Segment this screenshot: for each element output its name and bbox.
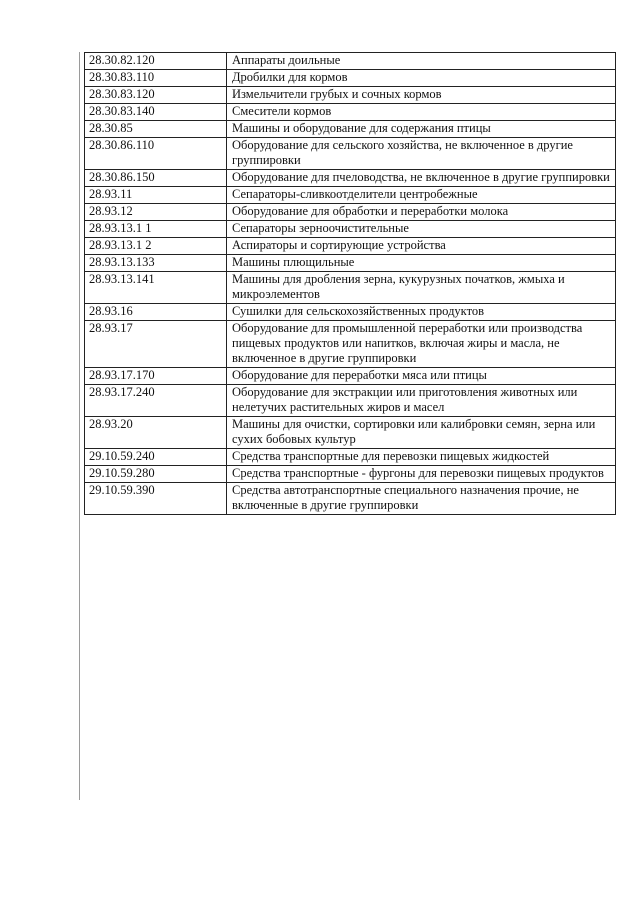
code-cell: 28.93.11	[85, 187, 227, 204]
table-row	[85, 187, 616, 204]
code-cell: 28.30.86.150	[85, 170, 227, 187]
page-scan-edge	[79, 52, 80, 800]
code-cell: 28.93.20	[85, 417, 227, 449]
table-row	[85, 104, 616, 121]
table-row	[85, 321, 616, 368]
description-cell: Смесители кормов	[227, 104, 616, 121]
table-row	[85, 87, 616, 104]
description-cell: Машины плющильные	[227, 255, 616, 272]
table-row	[85, 255, 616, 272]
description-cell: Машины для дробления зерна, кукурузных початков, жмыха и микроэлементов	[227, 272, 616, 304]
description-cell: Оборудование для обработки и переработки молока	[227, 204, 616, 221]
description-cell: Оборудование для пчеловодства, не включенное в другие группировки	[227, 170, 616, 187]
code-cell: 28.93.17	[85, 321, 227, 368]
table-row	[85, 304, 616, 321]
table-row	[85, 368, 616, 385]
description-cell: Оборудование для экстракции или приготовления животных или нелетучих растительных жиров и масел	[227, 385, 616, 417]
code-cell: 29.10.59.240	[85, 449, 227, 466]
code-cell: 28.93.13.1 2	[85, 238, 227, 255]
table-row	[85, 385, 616, 417]
code-cell: 28.93.12	[85, 204, 227, 221]
description-cell: Аспираторы и сортирующие устройства	[227, 238, 616, 255]
code-cell: 29.10.59.280	[85, 466, 227, 483]
table-row	[85, 70, 616, 87]
code-cell: 28.30.83.110	[85, 70, 227, 87]
table-row	[85, 53, 616, 70]
table-row	[85, 170, 616, 187]
code-cell: 28.30.86.110	[85, 138, 227, 170]
table-row	[85, 138, 616, 170]
table-row	[85, 204, 616, 221]
description-cell: Оборудование для сельского хозяйства, не включенное в другие группировки	[227, 138, 616, 170]
description-cell: Машины для очистки, сортировки или калибровки семян, зерна или сухих бобовых культур	[227, 417, 616, 449]
description-cell: Средства транспортные для перевозки пищевых жидкостей	[227, 449, 616, 466]
code-cell: 28.30.83.120	[85, 87, 227, 104]
description-cell: Дробилки для кормов	[227, 70, 616, 87]
description-cell: Машины и оборудование для содержания птицы	[227, 121, 616, 138]
code-cell: 29.10.59.390	[85, 483, 227, 515]
code-cell: 28.93.16	[85, 304, 227, 321]
description-cell: Средства автотранспортные специального назначения прочие, не включенные в другие группировки	[227, 483, 616, 515]
table-row	[85, 272, 616, 304]
description-cell: Сушилки для сельскохозяйственных продуктов	[227, 304, 616, 321]
code-cell: 28.30.82.120	[85, 53, 227, 70]
table-body	[85, 53, 616, 515]
table-row	[85, 238, 616, 255]
okpd-codes-table	[84, 52, 616, 515]
code-cell: 28.93.13.141	[85, 272, 227, 304]
description-cell: Измельчители грубых и сочных кормов	[227, 87, 616, 104]
description-cell: Оборудование для промышленной переработки или производства пищевых продуктов или напитков, включая жиры и масла, не включенное в другие группировки	[227, 321, 616, 368]
code-cell: 28.93.13.133	[85, 255, 227, 272]
code-cell: 28.93.13.1 1	[85, 221, 227, 238]
description-cell: Средства транспортные - фургоны для перевозки пищевых продуктов	[227, 466, 616, 483]
description-cell: Аппараты доильные	[227, 53, 616, 70]
table-row	[85, 121, 616, 138]
description-cell: Оборудование для переработки мяса или птицы	[227, 368, 616, 385]
table-row	[85, 466, 616, 483]
table-row	[85, 417, 616, 449]
table-row	[85, 483, 616, 515]
code-cell: 28.93.17.170	[85, 368, 227, 385]
description-cell: Сепараторы зерноочистительные	[227, 221, 616, 238]
description-cell: Сепараторы-сливкоотделители центробежные	[227, 187, 616, 204]
table-row	[85, 449, 616, 466]
code-cell: 28.30.85	[85, 121, 227, 138]
code-cell: 28.93.17.240	[85, 385, 227, 417]
code-cell: 28.30.83.140	[85, 104, 227, 121]
table-row	[85, 221, 616, 238]
